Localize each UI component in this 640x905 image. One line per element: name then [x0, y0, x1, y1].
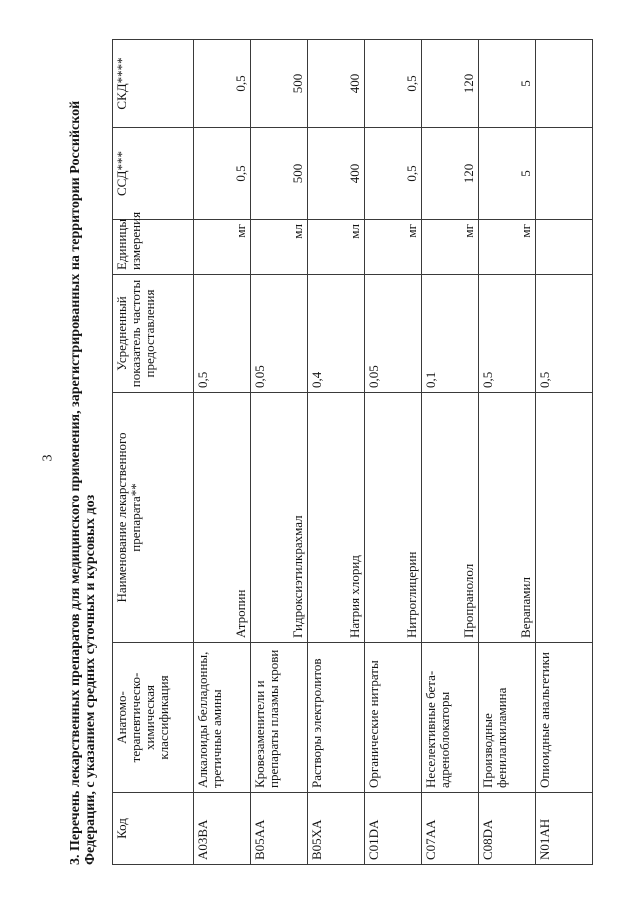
cell-drug: Пропранолол — [422, 393, 479, 643]
header-unit: Единицы измерения — [113, 220, 194, 275]
cell-ssd: 400 — [308, 128, 365, 220]
cell-freq: 0,4 — [308, 275, 365, 393]
cell-freq: 0,5 — [536, 275, 593, 393]
header-code: Код — [113, 793, 194, 865]
cell-code: C07AA — [422, 793, 479, 865]
cell-unit: мг — [422, 220, 479, 275]
drug-table — [112, 39, 593, 865]
cell-code: A03BA — [194, 793, 251, 865]
table-row — [536, 40, 593, 865]
cell-unit: мг — [479, 220, 536, 275]
cell-atc: Кровезаменители и препараты плазмы крови — [251, 643, 308, 793]
cell-atc: Неселективные бета-адреноблокаторы — [422, 643, 479, 793]
table-row — [194, 40, 251, 865]
section-heading: 3. Перечень лекарственных препаратов для медицинского применения, зарегистрированных на территории Российской Федерации, с указанием средних суточных и курсовых доз — [68, 100, 98, 865]
cell-freq: 0,1 — [422, 275, 479, 393]
cell-unit: мл — [308, 220, 365, 275]
cell-drug: Гидроксиэтилкрахмал — [251, 393, 308, 643]
cell-ssd: 5 — [479, 128, 536, 220]
cell-drug: Верапамил — [479, 393, 536, 643]
table-row — [251, 40, 308, 865]
cell-atc: Опиоидные анальгетики — [536, 643, 593, 793]
cell-skd: 120 — [422, 40, 479, 128]
cell-ssd: 0,5 — [365, 128, 422, 220]
header-atc: Анатомо-терапевтическо-химическая классификация — [113, 643, 194, 793]
cell-freq: 0,05 — [365, 275, 422, 393]
cell-skd: 0,5 — [365, 40, 422, 128]
cell-skd — [536, 40, 593, 128]
cell-unit — [536, 220, 593, 275]
table-row — [308, 40, 365, 865]
cell-freq: 0,05 — [251, 275, 308, 393]
cell-code: C08DA — [479, 793, 536, 865]
cell-unit: мл — [251, 220, 308, 275]
table-row — [365, 40, 422, 865]
cell-ssd — [536, 128, 593, 220]
page-number: 3 — [40, 454, 56, 462]
cell-unit: мг — [194, 220, 251, 275]
cell-ssd: 120 — [422, 128, 479, 220]
cell-unit: мг — [365, 220, 422, 275]
cell-ssd: 0,5 — [194, 128, 251, 220]
header-ssd: ССД*** — [113, 128, 194, 220]
cell-skd: 500 — [251, 40, 308, 128]
cell-code: B05XA — [308, 793, 365, 865]
cell-code: N01AH — [536, 793, 593, 865]
cell-atc: Растворы электролитов — [308, 643, 365, 793]
cell-drug: Нитроглицерин — [365, 393, 422, 643]
cell-atc: Алкалоиды белладонны, третичные амины — [194, 643, 251, 793]
header-freq: Усредненный показатель частоты предоставления — [113, 275, 194, 393]
table-row — [422, 40, 479, 865]
header-skd: СКД**** — [113, 40, 194, 128]
table-row — [479, 40, 536, 865]
cell-freq: 0,5 — [194, 275, 251, 393]
header-drug: Наименование лекарственного препарата** — [113, 393, 194, 643]
table-header-row — [113, 40, 194, 865]
cell-code: C01DA — [365, 793, 422, 865]
cell-atc: Производные фенилалкиламина — [479, 643, 536, 793]
cell-skd: 0,5 — [194, 40, 251, 128]
cell-ssd: 500 — [251, 128, 308, 220]
cell-code: B05AA — [251, 793, 308, 865]
cell-drug — [536, 393, 593, 643]
cell-skd: 5 — [479, 40, 536, 128]
cell-atc: Органические нитраты — [365, 643, 422, 793]
cell-freq: 0,5 — [479, 275, 536, 393]
cell-drug: Атропин — [194, 393, 251, 643]
cell-skd: 400 — [308, 40, 365, 128]
cell-drug: Натрия хлорид — [308, 393, 365, 643]
